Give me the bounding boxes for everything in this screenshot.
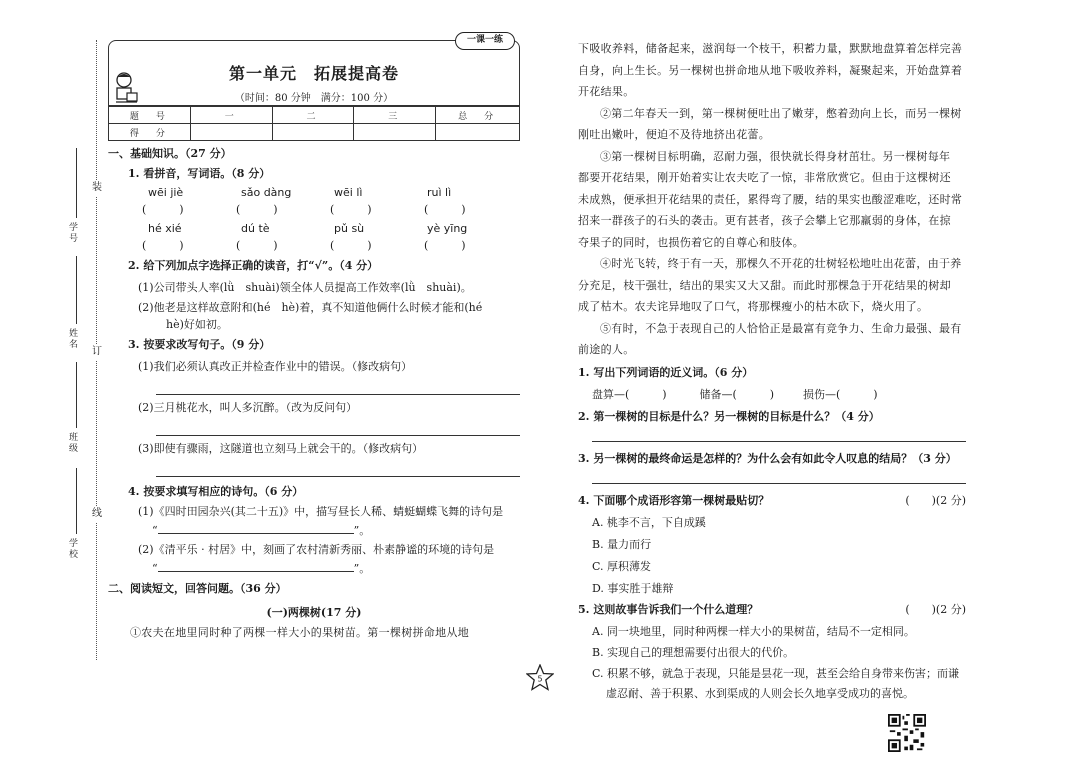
pinyin: ruì lì: [427, 186, 452, 199]
answer-bracket[interactable]: ( ): [330, 239, 372, 252]
rq5-title: [578, 603, 970, 617]
score-input-cell[interactable]: [272, 124, 354, 141]
passage-para-3: 未成熟，便承担开花结果的责任，累得弯了腰，结的果实也酸涩难吃，还时常: [578, 192, 963, 206]
field-line[interactable]: [76, 468, 77, 534]
q1-title: 1. 看拼音，写词语。（8 分）: [128, 167, 271, 180]
binding-word-xian: 线: [90, 506, 104, 522]
synonym-item[interactable]: 损伤—( ): [803, 387, 878, 401]
rq4-text: 4. 下面哪个成语形容第一棵树最贴切？: [578, 493, 770, 507]
q2-sentence-2-line-2: hè)好如初。: [166, 318, 228, 331]
table-cell: 得 分: [109, 124, 191, 141]
exam-header: [108, 35, 520, 106]
q2-sentence-2[interactable]: [108, 299, 520, 333]
q3-sentence-2: (2)三月桃花水，叫人多沉醉。（改为反问句）: [138, 401, 358, 414]
table-cell: 题 号: [109, 107, 191, 124]
passage-para-1-start: ①农夫在地里同时种了两棵一样大小的果树苗。第一棵树拼命地从地: [130, 626, 469, 639]
q3-sentence-1: (1)我们必须认真改正并检查作业中的错误。（修改病句）: [138, 360, 413, 373]
passage-para-4: 分充足，枝干强壮，结出的果实又大又甜。而此时那棵急于开花结果的树却: [578, 278, 951, 292]
table-cell: 二: [272, 107, 354, 124]
answer-line[interactable]: [156, 375, 520, 395]
rq4-options: [578, 508, 970, 596]
passage-para-1-cont: 开花结果。: [578, 85, 635, 98]
rq5-answer-slot[interactable]: ( )(2 分): [905, 602, 966, 616]
passage-title: (一)两棵树(17 分): [266, 606, 362, 619]
score-input-cell[interactable]: [354, 124, 436, 141]
open-quote: “: [152, 524, 158, 537]
answer-bracket[interactable]: ( ): [424, 203, 466, 216]
answer-bracket[interactable]: ( ): [236, 203, 278, 216]
passage-para-3: 招来一群孩子的石头的袭击。更有甚者，孩子会攀上它那羸弱的身体，在掠: [578, 214, 951, 227]
field-student-number: 学号: [67, 222, 77, 244]
rq5-text: 5. 这则故事告诉我们一个什么道理？: [578, 602, 759, 616]
passage-para-2: ②第二年春天一到，第一棵树便吐出了嫩芽，憋着劲向上长，而另一棵树: [600, 106, 962, 120]
option-c-line-2: 虚忍耐、善于积累、水到渠成的人则会长久地享受成功的喜悦。: [606, 686, 914, 700]
pinyin: dú tè: [241, 222, 270, 235]
passage-para-4: ④时光飞转，终于有一天，那棵久不开花的壮树轻松地吐出花蕾，由于养: [600, 257, 962, 270]
rq4-title: [578, 494, 970, 508]
q3-sentence-3: (3)即使有骤雨，这隧道也立刻马上就会干的。（修改病句）: [138, 442, 424, 455]
answer-bracket[interactable]: ( ): [142, 203, 184, 216]
answer-line[interactable]: [592, 424, 966, 442]
field-class: 班级: [67, 432, 77, 454]
field-line[interactable]: [76, 362, 77, 428]
answer-bracket[interactable]: ( ): [424, 239, 466, 252]
field-line[interactable]: [76, 256, 77, 324]
option-a[interactable]: A. 桃李不言，下自成蹊: [592, 515, 706, 529]
series-badge: 一课一练: [455, 32, 515, 50]
rq4-answer-slot[interactable]: ( )(2 分): [905, 493, 966, 507]
field-school: 学校: [67, 538, 77, 560]
poem-blank[interactable]: [158, 560, 354, 572]
page-number: 5: [537, 674, 543, 684]
answer-line[interactable]: [156, 457, 520, 477]
pinyin: sǎo dàng: [241, 186, 292, 199]
pinyin: yè yīng: [427, 222, 468, 235]
answer-bracket[interactable]: ( ): [330, 203, 372, 216]
synonym-item[interactable]: 盘算—( ): [592, 387, 667, 401]
rq1-title: [578, 366, 970, 380]
synonym-row: [578, 386, 970, 402]
binding-word-ding: 订: [90, 344, 104, 360]
q2-sentence-2-line-1: (2)他老是这样故意附和(hé hè)着，真不知道他俩什么时候才能和(hé: [138, 301, 483, 314]
passage-para-5: 前途的人。: [578, 343, 635, 356]
q4-item-1: [108, 503, 520, 539]
pinyin-row-2: [108, 222, 520, 235]
close-quote: ”。: [353, 524, 371, 537]
table-cell: 一: [190, 107, 272, 124]
score-input-cell[interactable]: [190, 124, 272, 141]
answer-bracket[interactable]: ( ): [142, 239, 184, 252]
option-d[interactable]: D. 事实胜于雄辩: [592, 581, 674, 595]
option-b[interactable]: B. 量力而行: [592, 537, 652, 551]
option-b[interactable]: B. 实现自己的理想需要付出很大的代价。: [592, 645, 795, 659]
option-c[interactable]: [578, 665, 970, 702]
part2-heading: 二、阅读短文，回答问题。（36 分）: [108, 582, 287, 595]
close-quote: ”。: [353, 562, 371, 575]
binding-margin: [0, 0, 100, 763]
exam-subtitle: （时间：80 分钟 满分：100 分）: [234, 93, 394, 104]
passage-para-3: 都要开花结果，刚开始着实让农夫吃了一惊，非常欣赏它。但由于这棵树还: [578, 171, 951, 184]
rq3-text: 3. 另一棵树的最终命运是怎样的？为什么会有如此令人叹息的结局？（3 分）: [578, 451, 957, 465]
q3-title: 3. 按要求改写句子。（9 分）: [128, 338, 271, 351]
pinyin: wēi jiè: [148, 186, 184, 199]
q4-answer-2[interactable]: [138, 560, 520, 577]
passage-para-5: ⑤有时，不急于表现自己的人恰恰正是最富有竞争力、生命力最强、最有: [600, 321, 962, 335]
option-a[interactable]: A. 同一块地里，同时种两棵一样大小的果树苗，结局不一定相同。: [592, 624, 915, 638]
qr-code-icon[interactable]: [888, 714, 926, 752]
q4-answer-1[interactable]: [138, 522, 520, 539]
answer-brackets-row-1: [108, 201, 520, 217]
pinyin: hé xié: [148, 222, 182, 235]
q2-title: 2. 给下列加点字选择正确的读音，打“√”。（4 分）: [128, 259, 379, 272]
table-cell: 三: [354, 107, 436, 124]
score-table: [108, 106, 520, 141]
page-number-star-icon: [526, 664, 554, 692]
passage-para-1-cont: 自身，向上生长。另一棵树也拼命地从地下吸收养料，凝聚起来，开始盘算着: [578, 63, 963, 77]
q2-sentence-1[interactable]: (1)公司带头人率(lǜ shuài)领全体人员提高工作效率(lǜ shuài)。: [138, 281, 472, 294]
answer-line[interactable]: [156, 416, 520, 436]
q4-prompt-2: (2)《清平乐 · 村居》中，刻画了农村清新秀丽、朴素静谧的环境的诗句是: [138, 543, 495, 556]
right-column: [578, 38, 970, 702]
pinyin: wēi lì: [334, 186, 363, 199]
field-name: 姓名: [67, 328, 77, 350]
rq3-title: [578, 452, 970, 466]
table-row: [109, 124, 520, 141]
table-row: [109, 107, 520, 124]
passage-para-3: 夺果子的同时，也损伤着它的自尊心和肢体。: [578, 235, 804, 249]
q4-title: 4. 按要求填写相应的诗句。（6 分）: [128, 485, 304, 498]
poem-blank[interactable]: [158, 522, 354, 534]
field-line[interactable]: [76, 148, 77, 218]
score-input-cell[interactable]: [436, 124, 520, 141]
passage-para-2: 刚吐出嫩叶，便迫不及待地挤出花蕾。: [578, 128, 771, 141]
passage-para-4: 成了枯木。农夫诧异地叹了口气，将那棵瘦小的枯木砍下，烧火用了。: [578, 300, 929, 313]
rq2-title: [578, 410, 970, 424]
q4-item-2: [108, 541, 520, 577]
table-cell: 总 分: [436, 107, 520, 124]
pinyin-row-1: [108, 186, 520, 199]
answer-brackets-row-2: [108, 237, 520, 253]
q4-prompt-1: (1)《四时田园杂兴(其二十五)》中，描写昼长人稀、蜻蜓蝴蝶飞舞的诗句是: [138, 505, 504, 518]
rq2-text: 2. 第一棵树的目标是什么？另一棵树的目标是什么？（4 分）: [578, 409, 880, 423]
answer-bracket[interactable]: ( ): [236, 239, 278, 252]
pinyin: pǔ sù: [334, 222, 365, 235]
binding-word-zhuang: 装: [90, 180, 104, 196]
part1-heading: 一、基础知识。（27 分）: [108, 147, 232, 160]
option-c-line-1: C. 积累不够，就急于表现，只能是昙花一现，甚至会给自身带来伤害；而谦: [592, 666, 960, 680]
synonym-item[interactable]: 储备—( ): [699, 387, 775, 401]
passage-para-3: ③第一棵树目标明确，忍耐力强，很快就长得身材茁壮。另一棵树每年: [600, 149, 951, 163]
option-c[interactable]: C. 厚积薄发: [592, 559, 652, 573]
answer-line[interactable]: [592, 466, 966, 484]
exam-title: 第一单元 拓展提高卷: [228, 64, 399, 83]
open-quote: “: [152, 562, 158, 575]
passage-para-1-cont: 下吸收养料，储备起来，滋润每一个枝干，积蓄力量，默默地盘算着怎样完善: [578, 42, 963, 55]
rq1-text: 1. 写出下列词语的近义词。（6 分）: [578, 365, 754, 379]
left-column: [108, 35, 520, 644]
